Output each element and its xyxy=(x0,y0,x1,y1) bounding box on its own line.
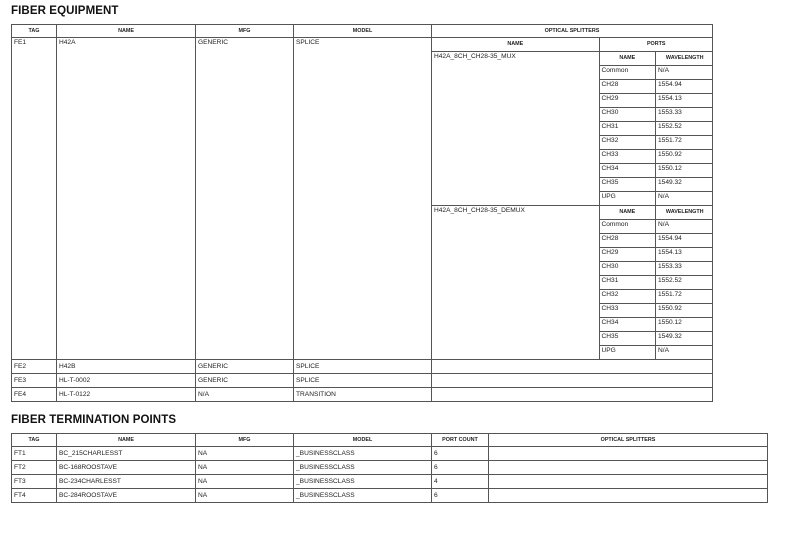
table-row xyxy=(12,360,713,374)
port-count-cell: 6 xyxy=(432,489,489,503)
tag-cell: FE1 xyxy=(12,38,57,360)
mfg-cell: GENERIC xyxy=(196,360,294,374)
port-name-header: NAME xyxy=(600,52,656,66)
port-name: CH31 xyxy=(600,122,656,136)
port-count-cell: 6 xyxy=(432,461,489,475)
port-wavelength: N/A xyxy=(656,192,713,206)
tag-cell: FT4 xyxy=(12,489,57,503)
ports-cell xyxy=(599,52,713,206)
optical-splitters-cell xyxy=(432,374,713,388)
optical-splitters-cell xyxy=(489,447,768,461)
tag-cell: FE3 xyxy=(12,374,57,388)
name-cell: BC-284ROOSTAVE xyxy=(57,489,196,503)
mfg-cell: NA xyxy=(196,489,294,503)
tag-cell: FE4 xyxy=(12,388,57,402)
ports-cell xyxy=(599,206,713,360)
table-row xyxy=(12,388,713,402)
model-cell: _BUSINESSCLASS xyxy=(294,447,432,461)
port-name: CH34 xyxy=(600,318,656,332)
header-mfg: MFG xyxy=(196,25,294,38)
port-wavelength: 1549.32 xyxy=(656,178,713,192)
header-name: NAME xyxy=(57,434,196,447)
model-cell: _BUSINESSCLASS xyxy=(294,475,432,489)
port-wavelength: 1550.92 xyxy=(656,304,713,318)
table-row xyxy=(12,475,768,489)
port-wavelength: 1554.13 xyxy=(656,248,713,262)
port-wavelength: 1554.94 xyxy=(656,80,713,94)
port-name: CH35 xyxy=(600,332,656,346)
port-count-cell: 4 xyxy=(432,475,489,489)
optical-splitters-cell xyxy=(432,360,713,374)
mfg-cell: GENERIC xyxy=(196,374,294,388)
splitter-name-header: NAME xyxy=(432,38,599,52)
port-wavelength: 1551.72 xyxy=(656,136,713,150)
header-model: MODEL xyxy=(294,25,432,38)
splitters-table xyxy=(432,38,713,359)
optical-splitters-cell xyxy=(432,38,713,360)
port-count-cell: 6 xyxy=(432,447,489,461)
name-cell: HL-T-0002 xyxy=(57,374,196,388)
port-wavelength: 1550.12 xyxy=(656,318,713,332)
wavelength-header: WAVELENGTH xyxy=(656,52,713,66)
port-name: CH31 xyxy=(600,276,656,290)
table-row xyxy=(12,38,713,360)
port-name: CH32 xyxy=(600,136,656,150)
port-name: CH28 xyxy=(600,234,656,248)
mfg-cell: NA xyxy=(196,475,294,489)
port-name: Common xyxy=(600,66,656,80)
model-cell: _BUSINESSCLASS xyxy=(294,489,432,503)
header-tag: TAG xyxy=(12,25,57,38)
name-cell: H42B xyxy=(57,360,196,374)
table-row xyxy=(12,447,768,461)
port-wavelength: 1552.52 xyxy=(656,122,713,136)
model-cell: SPLICE xyxy=(294,360,432,374)
header-model: MODEL xyxy=(294,434,432,447)
header-mfg: MFG xyxy=(196,434,294,447)
port-name: CH34 xyxy=(600,164,656,178)
header-optical-splitters: OPTICAL SPLITTERS xyxy=(432,25,713,38)
fiber-termination-table xyxy=(11,433,768,503)
model-cell: SPLICE xyxy=(294,374,432,388)
port-name: UPG xyxy=(600,192,656,206)
port-wavelength: 1554.94 xyxy=(656,234,713,248)
header-name: NAME xyxy=(57,25,196,38)
table-row xyxy=(12,374,713,388)
port-name: UPG xyxy=(600,346,656,360)
mfg-cell: N/A xyxy=(196,388,294,402)
port-name: CH33 xyxy=(600,150,656,164)
port-name: CH29 xyxy=(600,94,656,108)
ports-header: PORTS xyxy=(599,38,713,52)
port-name: CH28 xyxy=(600,80,656,94)
header-port-count: PORT COUNT xyxy=(432,434,489,447)
name-cell: BC-234CHARLESST xyxy=(57,475,196,489)
fiber-termination-points-title: FIBER TERMINATION POINTS xyxy=(11,414,177,426)
ports-table xyxy=(600,206,713,359)
port-name: CH33 xyxy=(600,304,656,318)
port-name-header: NAME xyxy=(600,206,656,220)
tag-cell: FT3 xyxy=(12,475,57,489)
fiber-equipment-table xyxy=(11,24,713,402)
model-cell: _BUSINESSCLASS xyxy=(294,461,432,475)
tag-cell: FE2 xyxy=(12,360,57,374)
mfg-cell: NA xyxy=(196,461,294,475)
optical-splitters-cell xyxy=(489,475,768,489)
port-wavelength: 1549.32 xyxy=(656,332,713,346)
splitter-name: H42A_8CH_CH28-35_MUX xyxy=(432,52,599,206)
port-wavelength: 1554.13 xyxy=(656,94,713,108)
name-cell: H42A xyxy=(57,38,196,360)
port-name: Common xyxy=(600,220,656,234)
ports-table xyxy=(600,52,713,205)
table-row xyxy=(12,461,768,475)
port-wavelength: 1552.52 xyxy=(656,276,713,290)
port-name: CH29 xyxy=(600,248,656,262)
port-name: CH30 xyxy=(600,108,656,122)
mfg-cell: GENERIC xyxy=(196,38,294,360)
port-wavelength: N/A xyxy=(656,346,713,360)
name-cell: BC_215CHARLESST xyxy=(57,447,196,461)
splitter-name: H42A_8CH_CH28-35_DEMUX xyxy=(432,206,599,360)
tag-cell: FT1 xyxy=(12,447,57,461)
port-name: CH30 xyxy=(600,262,656,276)
optical-splitters-cell xyxy=(432,388,713,402)
tag-cell: FT2 xyxy=(12,461,57,475)
optical-splitters-cell xyxy=(489,489,768,503)
port-wavelength: 1551.72 xyxy=(656,290,713,304)
name-cell: HL-T-0122 xyxy=(57,388,196,402)
model-cell: SPLICE xyxy=(294,38,432,360)
port-wavelength: 1550.12 xyxy=(656,164,713,178)
port-name: CH35 xyxy=(600,178,656,192)
model-cell: TRANSITION xyxy=(294,388,432,402)
header-optical-splitters: OPTICAL SPLITTERS xyxy=(489,434,768,447)
fiber-equipment-title: FIBER EQUIPMENT xyxy=(11,5,119,17)
port-wavelength: N/A xyxy=(656,220,713,234)
port-name: CH32 xyxy=(600,290,656,304)
name-cell: BC-168ROOSTAVE xyxy=(57,461,196,475)
port-wavelength: N/A xyxy=(656,66,713,80)
port-wavelength: 1550.92 xyxy=(656,150,713,164)
table-row xyxy=(12,489,768,503)
port-wavelength: 1553.33 xyxy=(656,262,713,276)
wavelength-header: WAVELENGTH xyxy=(656,206,713,220)
port-wavelength: 1553.33 xyxy=(656,108,713,122)
header-tag: TAG xyxy=(12,434,57,447)
optical-splitters-cell xyxy=(489,461,768,475)
mfg-cell: NA xyxy=(196,447,294,461)
